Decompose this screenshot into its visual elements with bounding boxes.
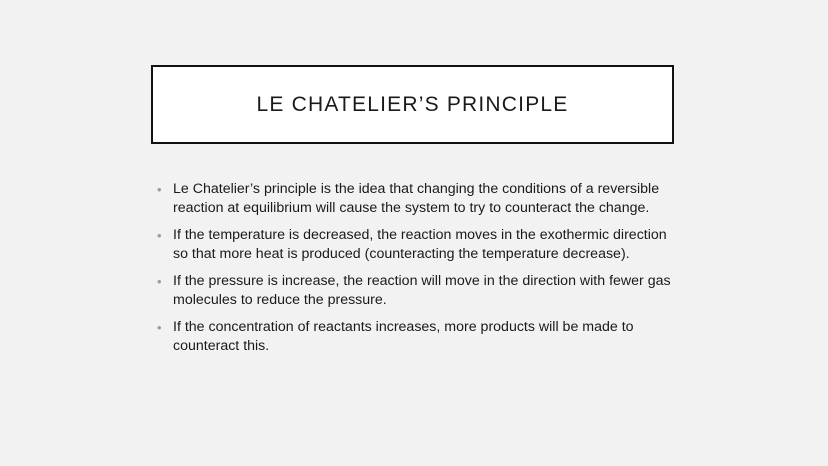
- bullet-text: If the temperature is decreased, the reaction moves in the exothermic direction so that more heat is produced (counteracting the temperature decrease).: [173, 227, 667, 262]
- title-box: [151, 65, 674, 144]
- bullet-text: If the pressure is increase, the reaction will move in the direction with fewer gas molecules to reduce the pressure.: [173, 273, 671, 308]
- bullet-marker: •: [157, 274, 162, 289]
- slide-title: LE CHATELIER’S PRINCIPLE: [256, 92, 569, 116]
- bullet-marker: •: [157, 228, 162, 243]
- bullet-item: [156, 180, 676, 218]
- bullet-marker: •: [157, 182, 162, 197]
- bullet-item: [156, 272, 676, 310]
- bullet-text: If the concentration of reactants increases, more products will be made to counteract this.: [173, 319, 634, 354]
- bullet-item: [156, 226, 676, 264]
- bullet-text: Le Chatelier’s principle is the idea that changing the conditions of a reversible reaction at equilibrium will cause the system to try to counteract the change.: [173, 181, 660, 216]
- bullet-list: [156, 180, 676, 364]
- bullet-item: [156, 318, 676, 356]
- bullet-marker: •: [157, 320, 162, 335]
